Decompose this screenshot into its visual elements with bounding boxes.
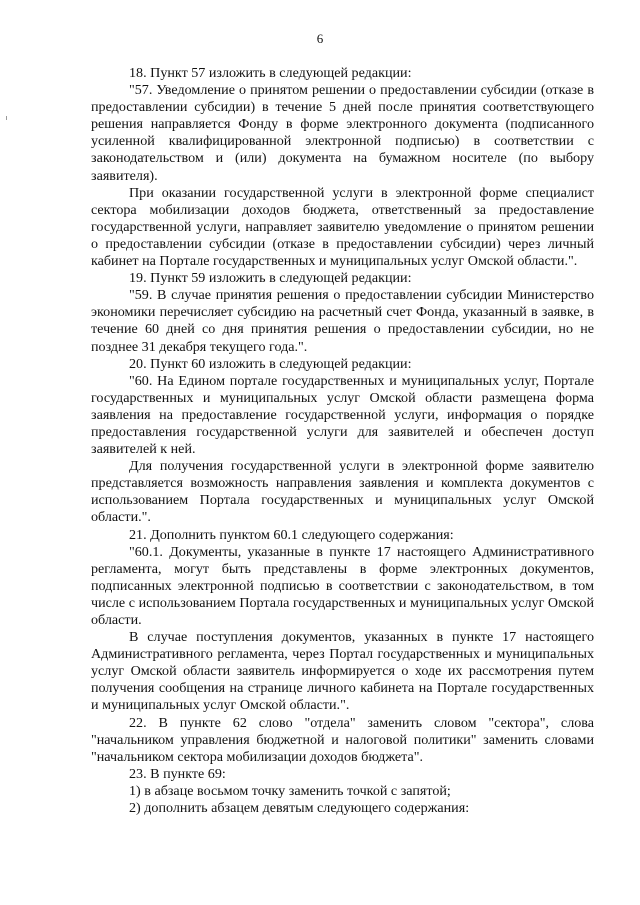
margin-mark (6, 116, 7, 120)
paragraph-item-23-sub-2: 2) дополнить абзацем девятым следующего содержания: (129, 800, 470, 817)
paragraph-item-22: 22. В пункте 62 слово "отдела" заменить словом "сектора", слова "начальником управления бюджетной и налоговой политики" заменить словами "начальником сектора мобилизации доходов бюджета". (91, 714, 594, 765)
paragraph-clause-60-1-receipt: В случае поступления документов, указанных в пункте 17 настоящего Административного регламента, через Портал государственных и муниципальных услуг Омской области заявитель информируется о ходе их рассмотрения путем получения сообщения на странице личного кабинета на Портале государственных и муниципальных услуг Омской области.". (91, 629, 594, 714)
paragraph-clause-57: "57. Уведомление о принятом решении о предоставлении субсидии (отказе в предоставлении субсидии) в течение 5 дней после принятия соответствующего решения направляется Фонду в форме электронного документа (подписанного усиленной квалифицированной электронной подписью) в соответствии с законодательством и (или) документа на бумажном носителе (по выбору заявителя). (91, 82, 594, 184)
paragraph-clause-60: "60. На Едином портале государственных и муниципальных услуг, Портале государственных и муниципальных услуг Омской области размещена форма заявления на предоставление государственной услуги, информация о порядке предоставления государственной услуги для заявителей и обеспечен доступ заявителей к ней. (91, 372, 594, 458)
paragraph-clause-60-1: "60.1. Документы, указанные в пункте 17 настоящего Административного регламента, могут быть представлены в форме электронных документов, подписанных электронной подписью в соответствии с законодательством, в том числе с использованием Портала государственных и муниципальных услуг Омской области. (91, 543, 594, 628)
document-body (91, 65, 594, 817)
paragraph-item-23-sub-1: 1) в абзаце восьмом точку заменить точкой с запятой; (129, 782, 451, 799)
paragraph-clause-59: "59. В случае принятия решения о предоставлении субсидии Министерство экономики перечисляет субсидию на расчетный счет Фонда, указанный в заявке, в течение 60 дней со дня принятия решения о предоставлении субсидии, но не позднее 31 декабря текущего года.". (91, 287, 594, 355)
paragraph-item-23: 23. В пункте 69: (129, 765, 226, 782)
page-number: 6 (316, 31, 324, 46)
paragraph-item-20: 20. Пункт 60 изложить в следующей редакции: (129, 355, 412, 372)
paragraph-clause-60-electronic: Для получения государственной услуги в электронной форме заявителю представляется возможность направления заявления и комплекта документов с использованием Портала государственных и муниципальных услуг Омской области.". (91, 458, 594, 526)
paragraph-item-19: 19. Пункт 59 изложить в следующей редакции: (129, 270, 412, 287)
paragraph-item-18: 18. Пункт 57 изложить в следующей редакции: (129, 65, 412, 81)
paragraph-item-21: 21. Дополнить пунктом 60.1 следующего содержания: (129, 526, 454, 543)
paragraph-clause-57-electronic: При оказании государственной услуги в электронной форме специалист сектора мобилизации доходов бюджета, ответственный за предоставление государственной услуги, направляет заявителю уведомление о принятом решении о предоставлении субсидии (отказе в предоставлении субсидии) через личный кабинет на Портале государственных и муниципальных услуг Омской области.". (91, 184, 594, 270)
